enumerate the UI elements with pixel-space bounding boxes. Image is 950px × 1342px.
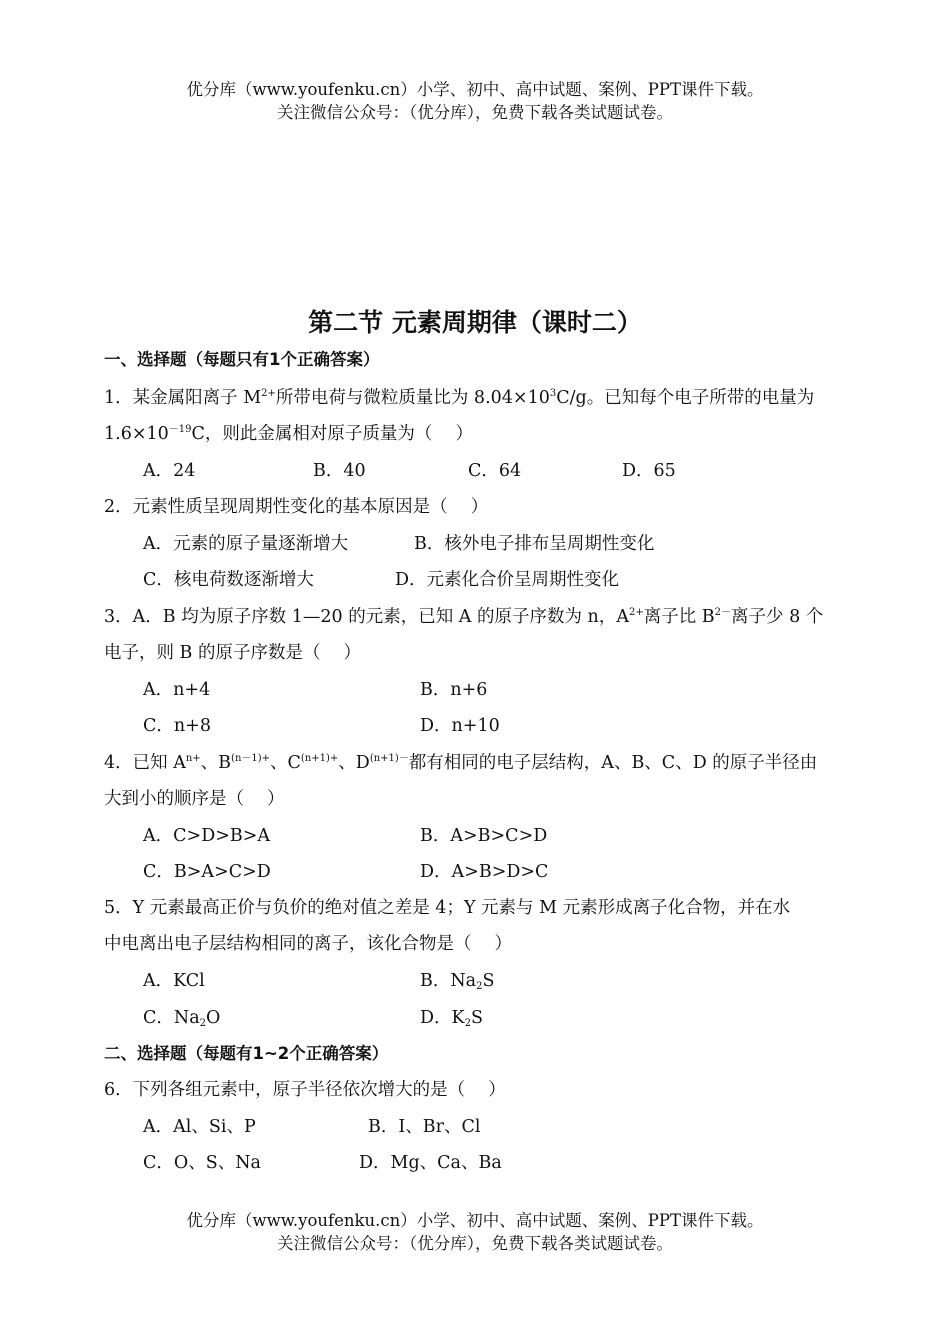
q4-option-c: C．B>A>C>D	[143, 862, 271, 882]
footer-line-2: 关注微信公众号：（优分库），免费下载各类试题试卷。	[277, 1234, 673, 1253]
page-footer	[0, 1209, 950, 1255]
question-5-line-2: 中电离出电子层结构相同的离子，该化合物是（ ）	[104, 934, 513, 954]
q2-option-a: A．元素的原子量逐渐增大	[143, 534, 349, 554]
question-3-line-1: 3．A．B 均为原子序数 1—20 的元素，已知 A 的原子序数为 n，$A^{2+}$离子比 $B^{2-}$离子少 8 个	[104, 607, 824, 627]
q3-option-a: A．n+4	[143, 680, 211, 700]
q6-option-a: A．Al、Si、P	[143, 1117, 256, 1137]
footer-line-1: 优分库（www.youfenku.cn）小学、初中、高中试题、案例、PPT课件下载。	[186, 1211, 764, 1230]
section-1-heading: 一、选择题（每题只有1个正确答案）	[104, 350, 380, 369]
q3-option-d: D．n+10	[420, 716, 500, 736]
q6-option-c: C．O、S、Na	[143, 1153, 261, 1173]
q6-option-d: D．Mg、Ca、Ba	[359, 1153, 502, 1173]
q2-option-b: B．核外电子排布呈周期性变化	[414, 534, 655, 554]
question-5-line-1: 5．Y 元素最高正价与负价的绝对值之差是 4；Y 元素与 M 元素形成离子化合物，并在水	[104, 898, 791, 918]
q4-option-b: B．A>B>C>D	[420, 826, 548, 846]
page-title: 第二节 元素周期律（课时二）	[308, 308, 642, 337]
question-2-stem: 2．元素性质呈现周期性变化的基本原因是（ ）	[104, 497, 489, 517]
q5-option-a: A．KCl	[143, 971, 205, 991]
header-line-1: 优分库（www.youfenku.cn）小学、初中、高中试题、案例、PPT课件下载。	[186, 80, 764, 99]
section-2-heading: 二、选择题（每题有1~2个正确答案）	[104, 1044, 389, 1063]
header-line-2: 关注微信公众号：（优分库），免费下载各类试题试卷。	[277, 103, 673, 122]
q1-option-b: B．40	[313, 461, 366, 481]
q1-option-d: D．65	[622, 461, 676, 481]
q5-option-d: D．$K_2S$	[420, 1008, 483, 1029]
q1-option-a: A．24	[143, 461, 196, 481]
q5-option-b: B．$Na_2S$	[420, 971, 495, 992]
question-3-line-2: 电子，则 B 的原子序数是（ ）	[104, 643, 362, 663]
question-1-line-2: $1.6\times 10^{-19}C$，则此金属相对原子质量为（ ）	[104, 424, 473, 444]
page-header	[0, 78, 950, 124]
q6-option-b: B．I、Br、Cl	[368, 1117, 481, 1137]
q4-option-a: A．C>D>B>A	[143, 826, 271, 846]
q5-option-c: C．$Na_2O$	[143, 1008, 221, 1029]
q3-option-b: B．n+6	[420, 680, 488, 700]
question-4-line-1: 4．已知 $A^{n+}$、$B^{(n-1)+}$、$C^{(n+1)+}$、$D^{(n+1)-}$都有相同的电子层结构，A、B、C、D 的原子半径由	[104, 753, 818, 773]
question-4-line-2: 大到小的顺序是（ ）	[104, 789, 285, 809]
question-6-stem: 6．下列各组元素中，原子半径依次增大的是（ ）	[104, 1080, 506, 1100]
q4-option-d: D．A>B>D>C	[420, 862, 549, 882]
question-1-line-1: 1．某金属阳离子 $M^{2+}$所带电荷与微粒质量比为 $8.04\times 10^3C/g$。已知每个电子所带的电量为	[104, 388, 815, 408]
q1-option-c: C．64	[468, 461, 522, 481]
q2-option-d: D．元素化合价呈周期性变化	[395, 570, 620, 590]
q3-option-c: C．n+8	[143, 716, 211, 736]
q2-option-c: C．核电荷数逐渐增大	[143, 570, 314, 590]
